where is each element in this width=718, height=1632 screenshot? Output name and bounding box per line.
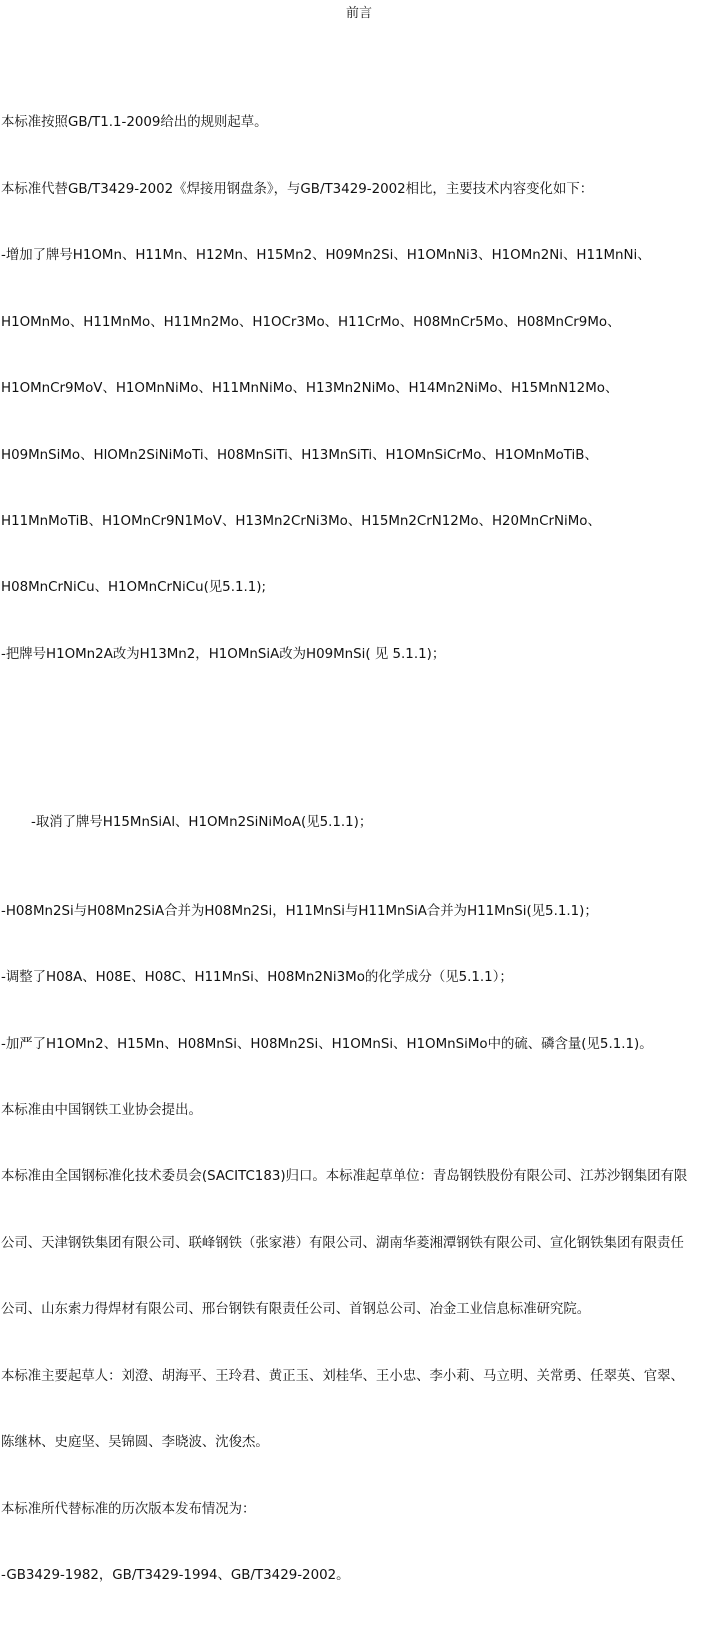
paragraph-line: -H08Mn2Si与H08Mn2SiA合并为H08Mn2Si，H11MnSi与H11MnSiA合并为H11MnSi(见5.1.1)； <box>1 903 598 919</box>
paragraph-line: 本标准所代替标准的历次版本发布情况为： <box>1 1501 256 1517</box>
document-body <box>1 68 716 1632</box>
paragraph-line: H11MnMoTiB、H1OMnCr9N1MoV、H13Mn2CrNi3Mo、H15Mn2CrN12Mo、H20MnCrNiMo、 <box>1 514 601 530</box>
paragraph-line: H1OMnMo、H11MnMo、H11Mn2Mo、H1OCr3Mo、H11CrMo、H08MnCr5Mo、H08MnCr9Mo、 <box>1 314 621 330</box>
paragraph-line: -加严了H1OMn2、H15Mn、H08MnSi、H08Mn2Si、H1OMnSi、H1OMnSiMo中的硫、磷含量(见5.1.1)。 <box>1 1036 653 1052</box>
paragraph-line: 本标准由中国钢铁工业协会提出。 <box>1 1102 202 1118</box>
paragraph-line: H09MnSiMo、HlOMn2SiNiMoTi、H08MnSiTi、H13MnSiTi、H1OMnSiCrMo、H1OMnMoTiB、 <box>1 447 598 463</box>
paragraph-line: 本标准代替GB/T3429-2002《焊接用钢盘条》，与GB/T3429-2002相比，主要技术内容变化如下： <box>1 181 594 197</box>
document-title: 前言 <box>345 6 372 21</box>
paragraph-line: H08MnCrNiCu、H1OMnCrNiCu(见5.1.1); <box>1 580 266 596</box>
paragraph-line: H1OMnCr9MoV、H1OMnNiMo、H11MnNiMo、H13Mn2NiMo、H14Mn2NiMo、H15MnN12Mo、 <box>1 381 619 397</box>
paragraph-line: 公司、天津钢铁集团有限公司、联峰钢铁（张家港）有限公司、湖南华菱湘潭钢铁有限公司、宣化钢铁集团有限责任 <box>1 1235 684 1251</box>
paragraph-gap <box>1 733 716 746</box>
indented-line: -取消了牌号H15MnSiAl、H1OMn2SiNiMoA(见5.1.1)； <box>31 815 373 831</box>
paragraph-line: 本标准主要起草人：刘澄、胡海平、王玲君、黄正玉、刘桂华、王小忠、李小莉、马立明、关常勇、任翠英、官翠、 <box>1 1368 684 1384</box>
paragraph-line: 本标准由全国钢标准化技术委员会(SACITC183)归口。本标准起草单位：青岛钢铁股份有限公司、江苏沙钢集团有限 <box>1 1169 688 1185</box>
paragraph-line: -调整了H08A、H08E、H08C、H11MnSi、H08Mn2Ni3Mo的化学成分（见5.1.1）； <box>1 970 513 986</box>
paragraph-line: 公司、山东索力得焊材有限公司、邢台钢铁有限责任公司、首钢总公司、冶金工业信息标准研究院。 <box>1 1302 591 1318</box>
paragraph-line: -把牌号H1OMn2A改为H13Mn2，H1OMnSiA改为H09MnSi( 见 5.1.1)； <box>1 646 446 662</box>
paragraph-line: 陈继林、史庭坚、吴锦圆、李晓波、沈俊杰。 <box>1 1435 269 1451</box>
paragraph-line: 本标准按照GB/T1.1-2009给出的规则起草。 <box>1 115 268 131</box>
paragraph-line: -增加了牌号H1OMn、H11Mn、H12Mn、H15Mn2、H09Mn2Si、H1OMnNi3、H1OMn2Ni、H11MnNi、 <box>1 248 651 264</box>
paragraph-line: -GB3429-1982，GB/T3429-1994、GB/T3429-2002。 <box>1 1568 350 1584</box>
